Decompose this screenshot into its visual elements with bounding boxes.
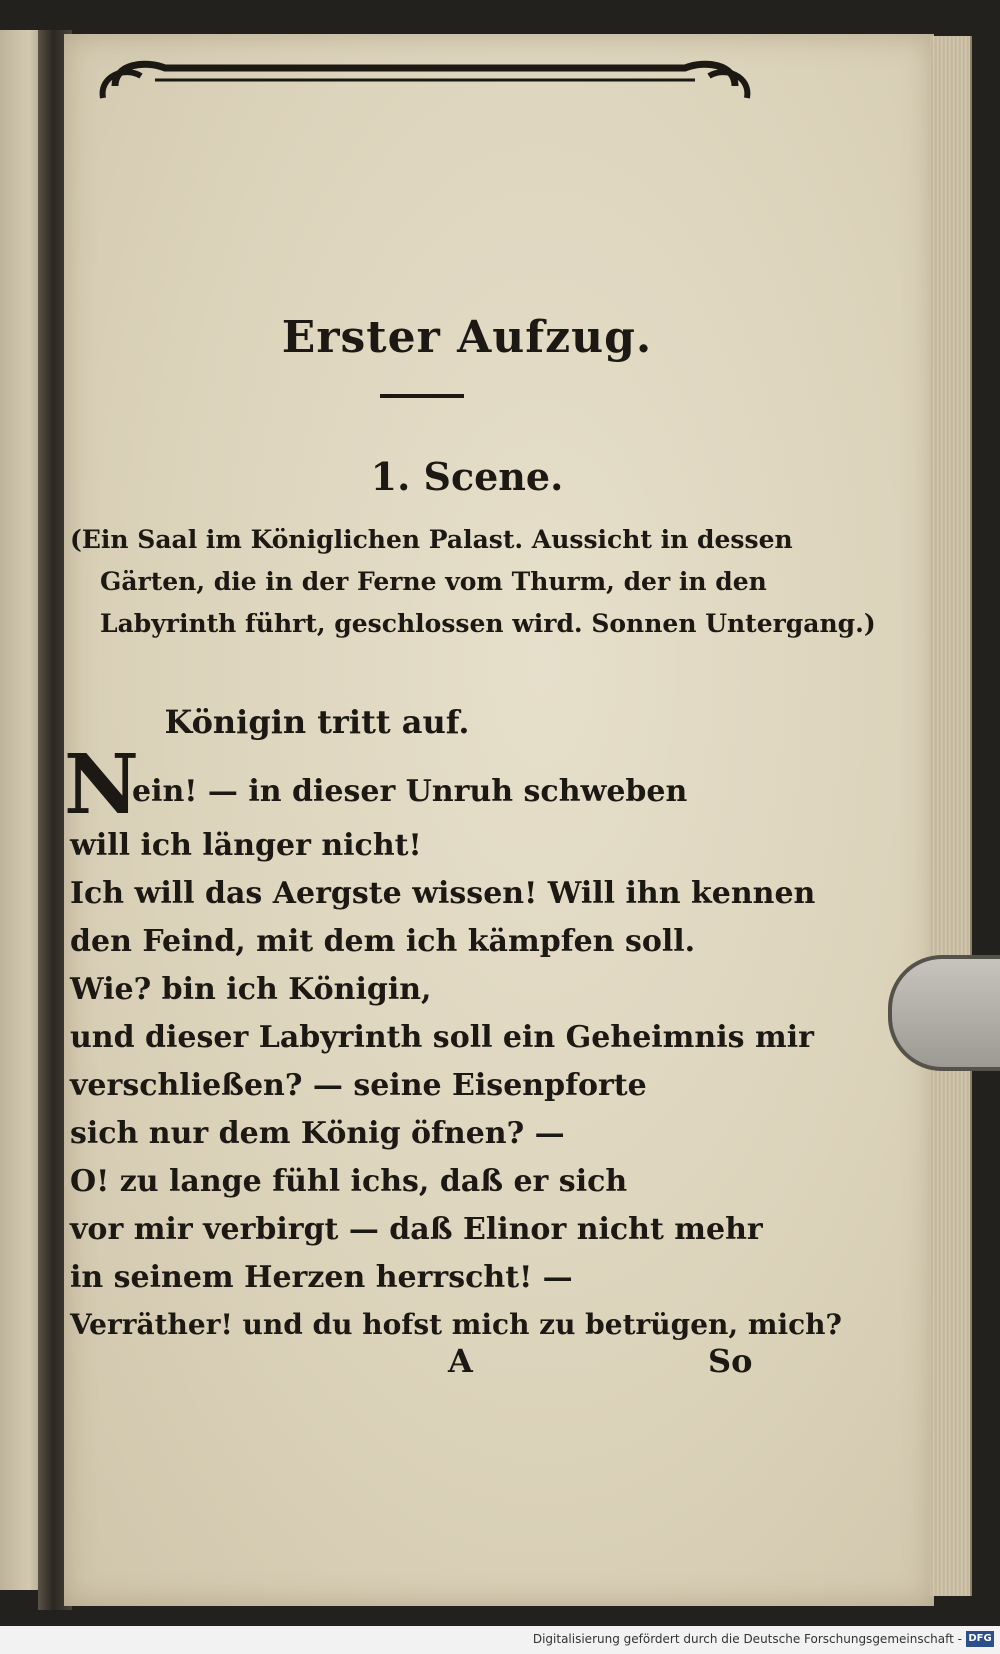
stage-direction-line: Labyrinth führt, geschlossen wird. Sonnen Untergang.) [100, 609, 876, 638]
verse-line: vor mir verbirgt — daß Elinor nicht mehr [70, 1212, 763, 1247]
speaker-heading: Königin tritt auf. [164, 703, 470, 741]
verse-line: sich nur dem König öfnen? — [70, 1116, 565, 1151]
verse-line: O! zu lange fühl ichs, daß er sich [70, 1164, 628, 1199]
footer-credit: Digitalisierung gefördert durch die Deutsche Forschungsgemeinschaft - [532, 1632, 962, 1646]
verse-line: Verräther! und du hofst mich zu betrügen, mich? [70, 1308, 842, 1341]
verse-line: verschließen? — seine Eisenpforte [70, 1068, 647, 1103]
holding-clip [888, 955, 1000, 1071]
catchword: So [708, 1342, 753, 1380]
stage-direction-line: Gärten, die in der Ferne vom Thurm, der in den [100, 567, 767, 596]
stage-direction-line: (Ein Saal im Königlichen Palast. Aussicht in dessen [70, 525, 793, 554]
verse-line: in seinem Herzen herrscht! — [70, 1260, 573, 1295]
dfg-logo: DFG [966, 1631, 994, 1647]
verse-line: ein! — in dieser Unruh schweben [132, 774, 688, 809]
book-page [64, 34, 934, 1606]
act-title: Erster Aufzug. [281, 312, 653, 363]
signature-mark: A [448, 1342, 473, 1380]
scene-title: 1. Scene. [370, 454, 564, 499]
title-rule [380, 394, 464, 398]
verse-line: Ich will das Aergste wissen! Will ihn kennen [70, 876, 816, 911]
page-stack-edge [930, 36, 972, 1596]
header-ornament [95, 46, 755, 112]
verse-line: Wie? bin ich Königin, [70, 972, 432, 1007]
drop-cap: N [64, 737, 139, 833]
verse-line: den Feind, mit dem ich kämpfen soll. [70, 924, 696, 959]
verse-line: will ich länger nicht! [70, 828, 422, 863]
verse-line: und dieser Labyrinth soll ein Geheimnis mir [70, 1020, 814, 1055]
